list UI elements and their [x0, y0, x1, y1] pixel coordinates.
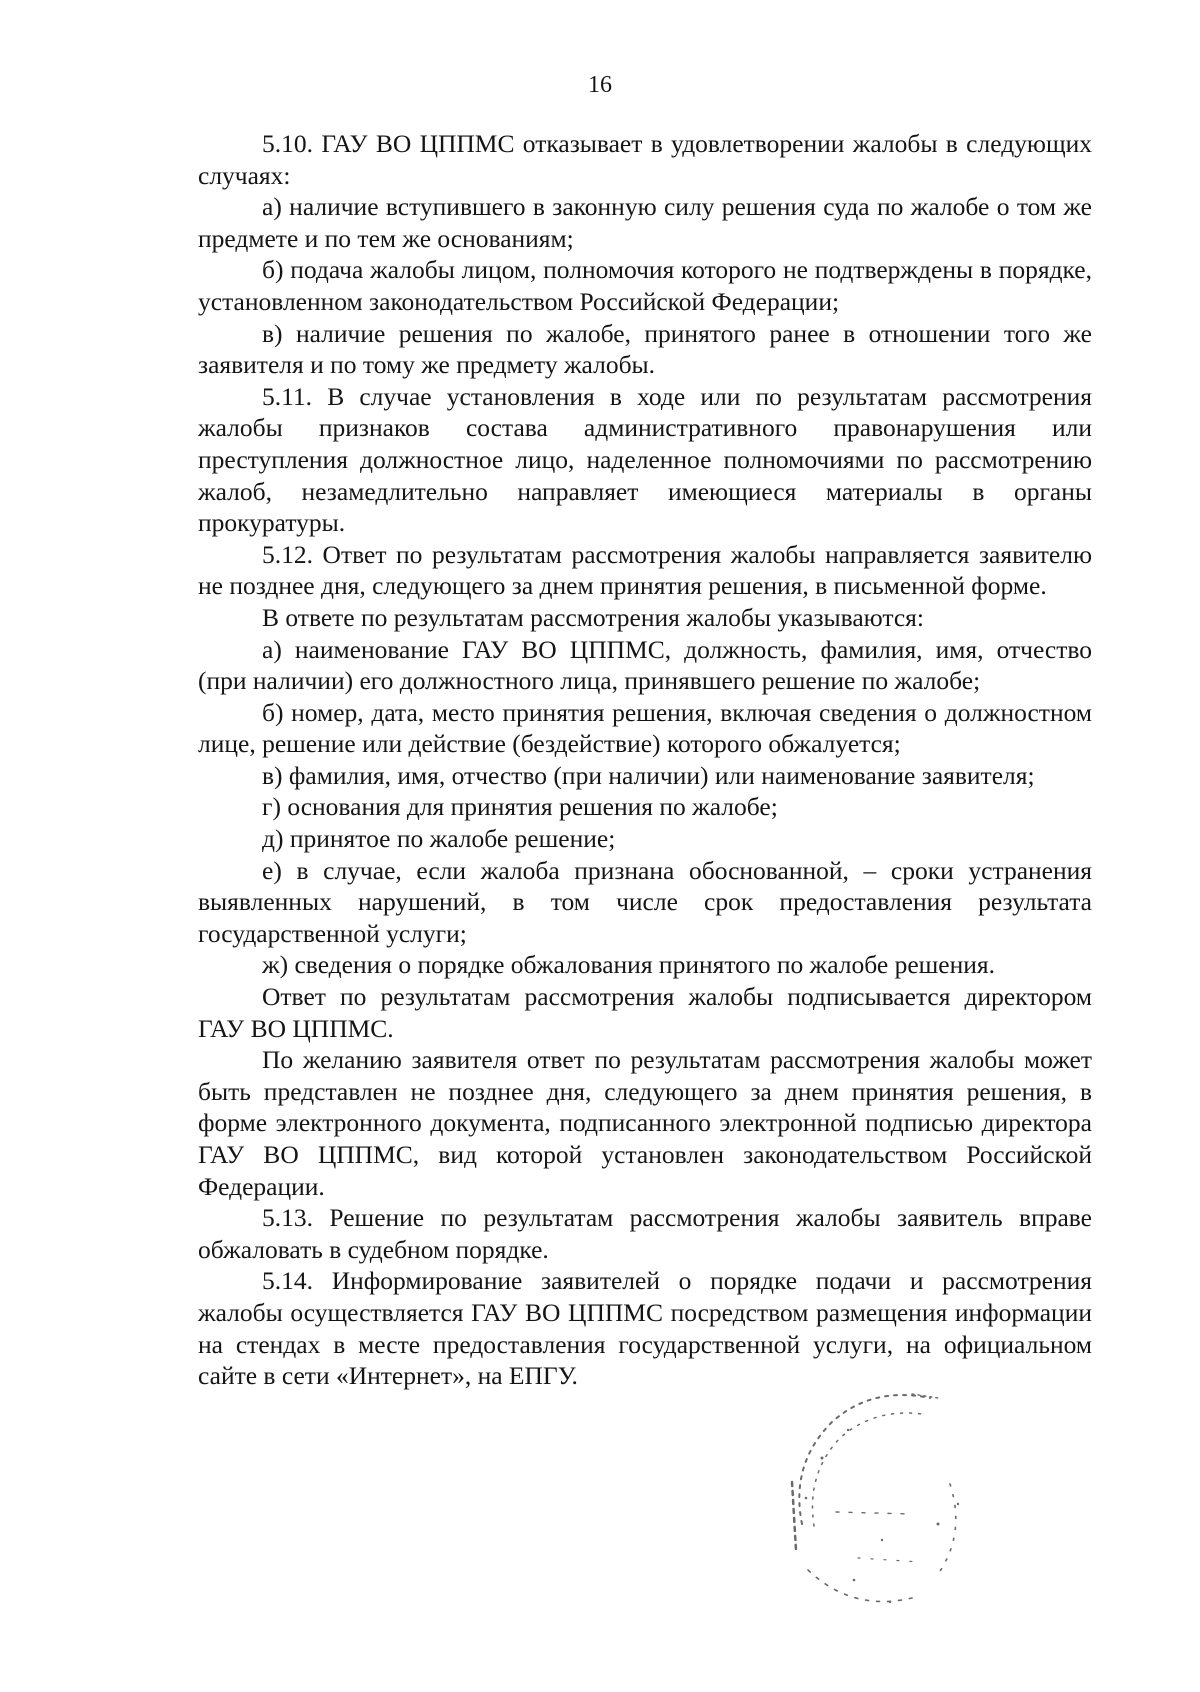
answer-item-a: а) наименование ГАУ ВО ЦППМС, должность, фамилия, имя, отчество (при наличии) его должностного лица, принявшего решение по жалобе; [198, 634, 1092, 696]
document-body [198, 128, 1092, 1392]
answer-item-v: в) фамилия, имя, отчество (при наличии) или наименование заявителя; [262, 760, 1035, 790]
paragraph-5-10: 5.10. ГАУ ВО ЦППМС отказывает в удовлетворении жалобы в следующих случаях: [198, 129, 1092, 190]
answer-item-d: д) принятое по жалобе решение; [262, 824, 616, 854]
list-item-b: б) подача жалобы лицом, полномочия которого не подтверждены в порядке, установленном законодательством Российской Федерации; [198, 255, 1092, 316]
answer-signature-paragraph: Ответ по результатам рассмотрения жалобы подписывается директором ГАУ ВО ЦППМС. [198, 982, 1092, 1043]
paragraph-5-11: 5.11. В случае установления в ходе или по результатам рассмотрения жалобы признаков состава административного правонарушения или преступления должностное лицо, наделенное полномочиями по рассмотрению жалоб, незамедлительно направляет имеющиеся материалы в органы прокуратуры. [198, 381, 1092, 538]
electronic-answer-paragraph: По желанию заявителя ответ по результатам рассмотрения жалобы может быть представлен не позднее дня, следующего за днем принятия решения, в форме электронного документа, подписанного электронной подписью директора ГАУ ВО ЦППМС, вид которой установлен законодательством Российской Федерации. [198, 1045, 1092, 1201]
answer-item-e: е) в случае, если жалоба признана обоснованной, – сроки устранения выявленных нарушений, в том числе срок предоставления результата государственной услуги; [198, 855, 1092, 948]
paragraph-5-12: 5.12. Ответ по результатам рассмотрения жалобы направляется заявителю не позднее дня, следующего за днем принятия решения, в письменной форме. [198, 539, 1092, 601]
page-number: 16 [588, 72, 612, 98]
answer-item-g: г) основания для принятия решения по жалобе; [262, 792, 778, 822]
paragraph-5-13: 5.13. Решение по результатам рассмотрения жалобы заявитель вправе обжаловать в судебном порядке. [198, 1203, 1092, 1264]
faded-seal-stamp [762, 1374, 1002, 1624]
paragraph-5-14: 5.14. Информирование заявителей о порядке подачи и рассмотрения жалобы осуществляется ГАУ ВО ЦППМС посредством размещения информации на стендах в месте предоставления государственной услуги, на официальном сайте в сети «Интернет», на ЕПГУ. [198, 1266, 1092, 1391]
list-item-a: а) наличие вступившего в законную силу решения суда по жалобе о том же предмете и по тем же основаниям; [198, 192, 1092, 253]
answer-contents-intro: В ответе по результатам рассмотрения жалобы указываются: [262, 602, 924, 632]
answer-item-b: б) номер, дата, место принятия решения, включая сведения о должностном лице, решение или действие (бездействие) которого обжалуется; [198, 697, 1092, 759]
answer-item-zh: ж) сведения о порядке обжалования принятого по жалобе решения. [262, 950, 996, 980]
list-item-v: в) наличие решения по жалобе, принятого ранее в отношении того же заявителя и по тому же предмету жалобы. [198, 318, 1092, 380]
